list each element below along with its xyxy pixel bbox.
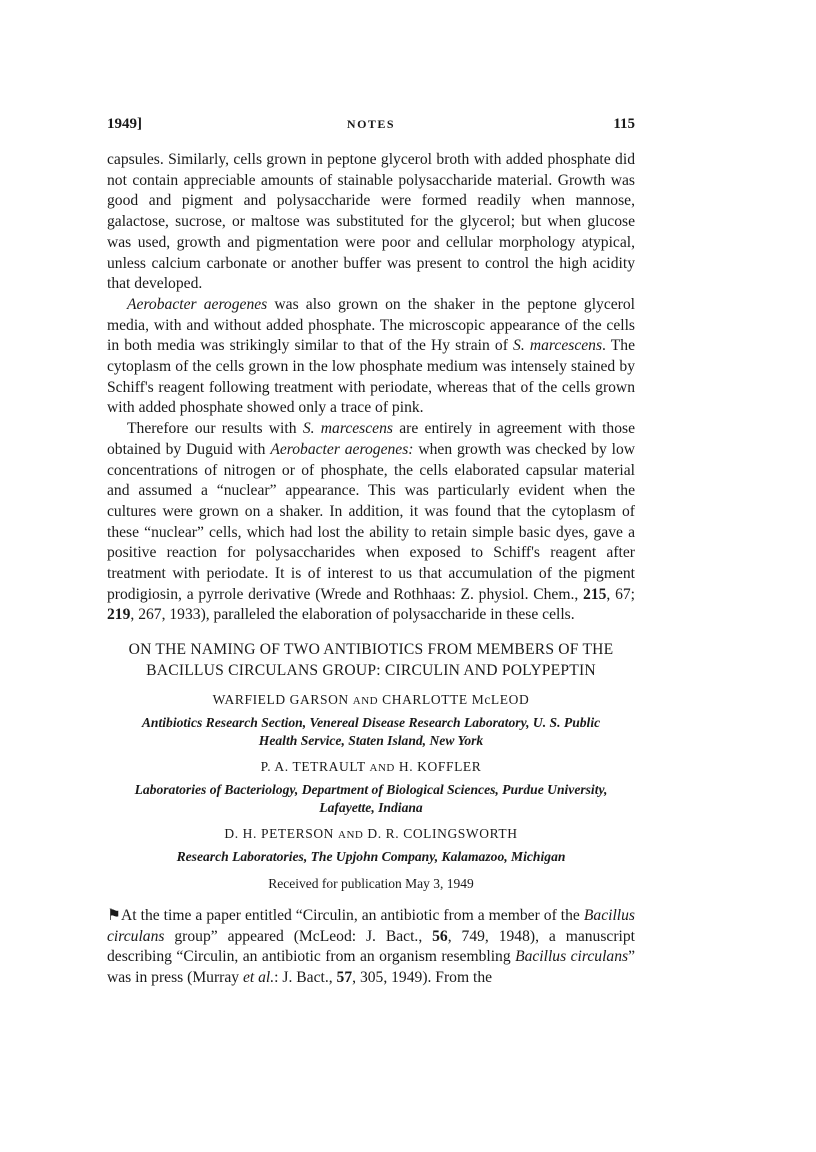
volume-number: 215	[583, 585, 607, 603]
page-number: 115	[613, 116, 635, 132]
received-date: Received for publication May 3, 1949	[268, 876, 474, 891]
paragraph-3	[107, 419, 635, 626]
author-conjunction: AND	[338, 829, 364, 841]
paragraph-3-text-d: , 67;	[606, 585, 635, 603]
article-title: ON THE NAMING OF TWO ANTIBIOTICS FROM MEMBERS OF THE BACILLUS CIRCULANS GROUP: CIRCULIN AND POLYPEPTIN	[128, 641, 614, 679]
species-name: Aerobacter aerogenes	[127, 295, 268, 313]
previous-article-text	[107, 150, 635, 626]
species-name: S. marcescens	[302, 420, 393, 438]
volume-number: 56	[432, 927, 448, 945]
volume-number: 219	[107, 606, 131, 624]
author-conjunction: AND	[369, 762, 395, 774]
affiliation-1: Antibiotics Research Section, Venereal Disease Research Laboratory, U. S. Public Health Service, Staten Island, New York	[141, 715, 601, 748]
running-head	[107, 116, 635, 136]
running-head-year: 1949]	[107, 116, 142, 132]
paragraph-3-text-b: are entirely in agreement with those obtained by Duguid with	[107, 420, 636, 458]
running-head-section: NOTES	[346, 117, 396, 131]
author-name: P. A. TETRAULT	[260, 759, 366, 774]
species-name: S. marcescens	[513, 337, 603, 355]
author-name: WARFIELD GARSON	[212, 692, 349, 707]
article-first-paragraph	[107, 906, 635, 989]
article-text-c: , 749, 1948), a manuscript describing “Circulin, an antibiotic from an organism resembling	[107, 927, 635, 966]
author-name: H. KOFFLER	[398, 759, 482, 774]
author-line-1	[107, 692, 635, 708]
paragraph-1: capsules. Similarly, cells grown in peptone glycerol broth with added phosphate did not contain appreciable amounts of stainable polysaccharide material. Growth was good and pigment and polysaccharide were formed readily when mannose, galactose, sucrose, or maltose was substituted for the glycerol; but when glucose was used, growth and pigmentation were poor and cellular morphology atypical, unless calcium carbonate or another buffer was present to control the high acidity that developed.	[107, 151, 635, 293]
species-name: Aerobacter aerogenes:	[270, 440, 414, 458]
article-text-e: : J. Bact.,	[274, 969, 337, 987]
et-al: et al.	[242, 969, 275, 987]
author-name: D. R. COLINGSWORTH	[367, 826, 518, 841]
affiliation-2: Laboratories of Bacteriology, Department of Biological Sciences, Purdue University, Lafayette, Indiana	[134, 782, 608, 815]
article-text-d: ” was in press (Murray	[107, 948, 635, 987]
species-name: Bacillus circulans	[515, 948, 629, 966]
affiliation-3: Research Laboratories, The Upjohn Company, Kalamazoo, Michigan	[176, 849, 566, 864]
author-line-2	[107, 759, 635, 775]
paragraph-2	[107, 295, 635, 419]
species-name: Bacillus circulans	[107, 907, 635, 945]
paragraph-mark-icon: ⚑	[107, 907, 121, 924]
volume-number: 57	[336, 969, 353, 987]
article-header	[107, 640, 635, 892]
paragraph-3-text-e: , 267, 1933), paralleled the elaboration of polysaccharide in these cells.	[130, 606, 575, 624]
author-line-3	[107, 826, 635, 842]
paragraph-2-text-b: . The cytoplasm of the cells grown in the low phosphate medium was intensely stained by Schiff's reagent following treatment with periodate, whereas that of the cells grown with added phosphate showed only a trace of pink.	[107, 337, 636, 417]
article-body	[107, 906, 635, 989]
article-text-a: At the time a paper entitled “Circulin, an antibiotic from a member of the	[121, 907, 584, 924]
paragraph-3-text-a: Therefore our results with	[127, 420, 303, 438]
article-text-f: , 305, 1949). From the	[352, 969, 493, 987]
author-name: CHARLOTTE McLEOD	[382, 692, 530, 707]
author-conjunction: AND	[352, 695, 379, 707]
author-name: D. H. PETERSON	[224, 826, 335, 841]
paragraph-3-text-c: when growth was checked by low concentrations of nitrogen or of phosphate, the cells elaborated capsular material and assumed a “nuclear” appearance. This was particularly evident when the cultures were grown on a shaker. In addition, it was found that the cytoplasm of these “nuclear” cells, which had lost the ability to retain simple basic dyes, gave a positive reaction for polysaccharides when exposed to Schiff's reagent after treatment with periodate. It is of interest to us that accumulation of the pigment prodigiosin, a pyrrole derivative (Wrede and Rothhaas: Z. physiol. Chem.,	[107, 440, 636, 603]
paragraph-2-text-a: was also grown on the shaker in the peptone glycerol media, with and without added phosphate. The microscopic appearance of the cells in both media was strikingly similar to that of the Hy strain of	[107, 295, 635, 355]
article-text-b: group” appeared (McLeod: J. Bact.,	[164, 927, 433, 945]
